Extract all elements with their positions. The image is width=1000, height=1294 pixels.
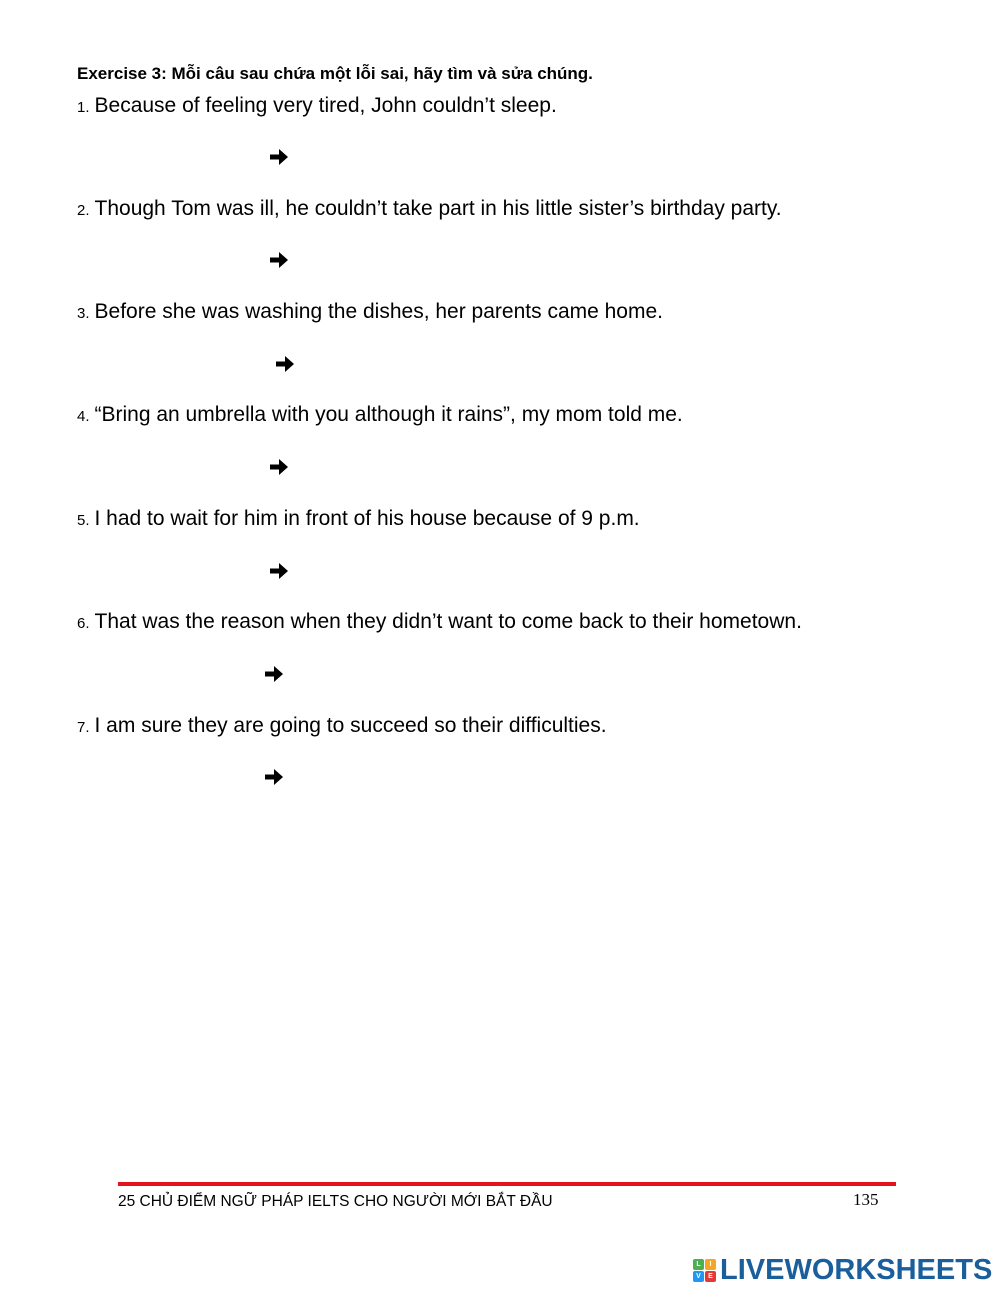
question-text: Though Tom was ill, he couldn’t take part in his little sister’s birthday party. <box>94 197 782 220</box>
question-6 <box>77 610 802 634</box>
question-text: “Bring an umbrella with you although it rains”, my mom told me. <box>94 403 683 426</box>
question-text: That was the reason when they didn’t want to come back to their hometown. <box>94 610 802 633</box>
footer-book-title: 25 CHỦ ĐIỂM NGỮ PHÁP IELTS CHO NGƯỜI MỚI BẮT ĐẦU <box>118 1193 553 1210</box>
question-number: 5. <box>77 512 90 529</box>
question-number: 3. <box>77 305 90 322</box>
logo-blocks-icon: L I V E <box>693 1259 716 1282</box>
answer-arrow-icon <box>268 250 292 272</box>
footer-divider <box>118 1182 896 1186</box>
logo-text: LIVEWORKSHEETS <box>720 1253 993 1286</box>
question-4 <box>77 403 683 427</box>
question-number: 2. <box>77 202 90 219</box>
question-text: I am sure they are going to succeed so their difficulties. <box>94 714 607 737</box>
liveworksheets-logo[interactable] <box>693 1255 992 1285</box>
answer-arrow-icon <box>263 664 287 686</box>
question-text: Because of feeling very tired, John couldn’t sleep. <box>94 94 557 117</box>
question-number: 1. <box>77 99 90 116</box>
question-1 <box>77 94 557 118</box>
question-number: 7. <box>77 719 90 736</box>
answer-arrow-icon <box>268 457 292 479</box>
question-3 <box>77 300 663 324</box>
question-7 <box>77 714 607 738</box>
answer-arrow-icon <box>274 354 298 376</box>
answer-arrow-icon <box>263 767 287 789</box>
answer-arrow-icon <box>268 147 292 169</box>
question-number: 4. <box>77 408 90 425</box>
answer-arrow-icon <box>268 561 292 583</box>
question-2 <box>77 197 782 221</box>
exercise-heading: Exercise 3: Mỗi câu sau chứa một lỗi sai, hãy tìm và sửa chúng. <box>77 64 593 83</box>
question-number: 6. <box>77 615 90 632</box>
question-text: I had to wait for him in front of his house because of 9 p.m. <box>94 507 640 530</box>
question-text: Before she was washing the dishes, her parents came home. <box>94 300 663 323</box>
question-5 <box>77 507 640 531</box>
footer-page-number: 135 <box>853 1190 879 1209</box>
